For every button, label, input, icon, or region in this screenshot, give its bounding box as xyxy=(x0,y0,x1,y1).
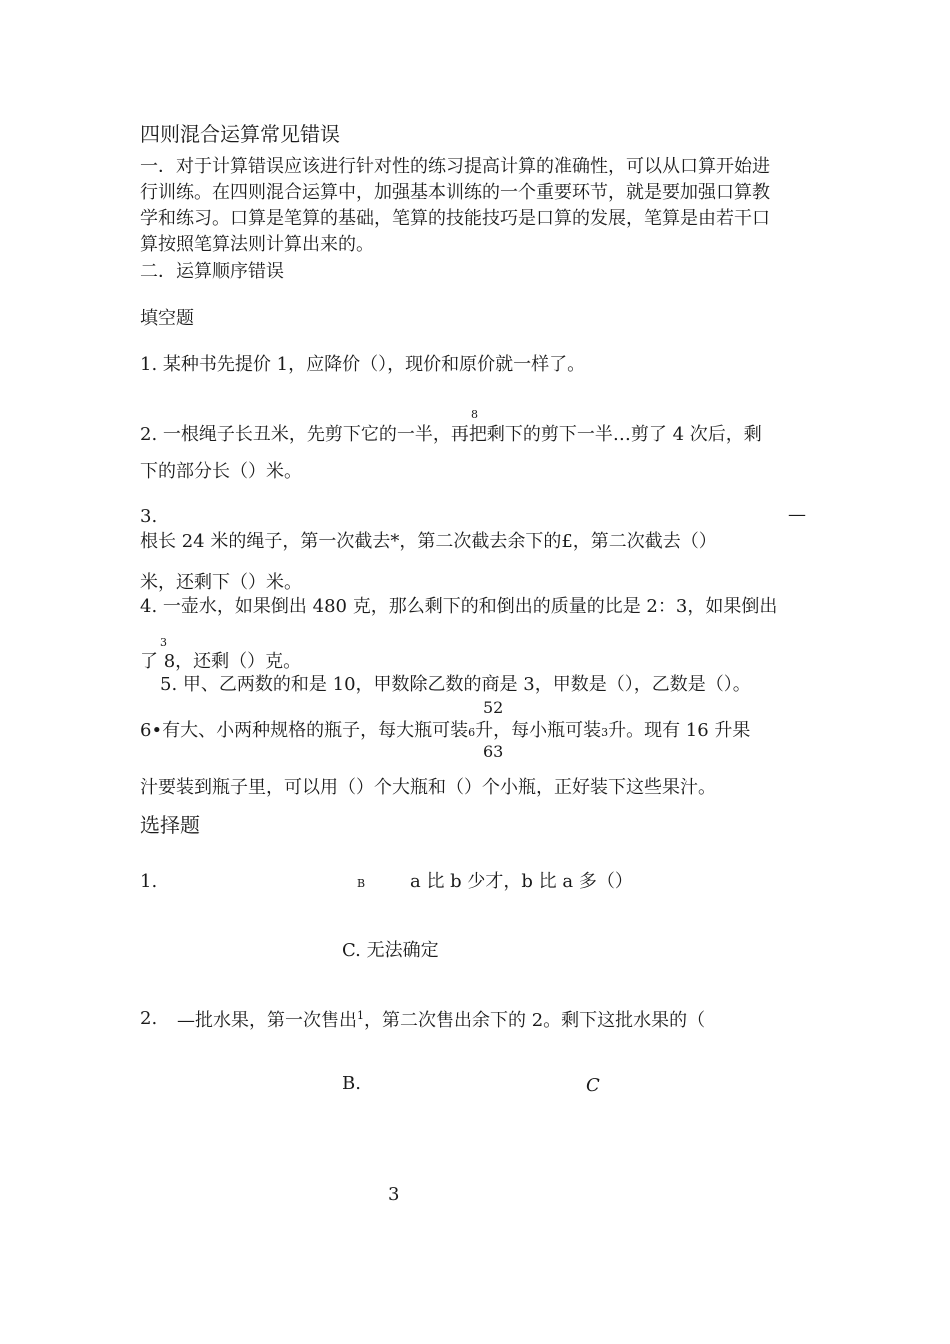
fill-q2-line2: 下的部分长（）米。 xyxy=(140,461,302,482)
fill-q6-line1-part-a: 6•有大、小两种规格的瓶子，每大瓶可装 xyxy=(140,720,469,741)
choice-q2-text xyxy=(177,1010,705,1030)
fill-q6-line2: 汁要装到瓶子里，可以用（）个大瓶和（）个小瓶，正好装下这些果汁。 xyxy=(140,777,716,798)
fill-q6-line1-part-c: 升。现有 16 升果 xyxy=(608,720,751,741)
section2-heading: 二．运算顺序错误 xyxy=(140,261,284,282)
choice-q2-superscript: 1 xyxy=(357,1009,364,1022)
choice-q2-number: 2. xyxy=(140,1008,158,1029)
section1-line: 算按照笔算法则计算出来的。 xyxy=(140,234,374,255)
page-title: 四则混合运算常见错误 xyxy=(140,122,340,146)
fill-q4-line1: 4. 一壶水，如果倒出 480 克，那么剩下的和倒出的质量的比是 2：3，如果倒出 xyxy=(140,596,778,617)
section1-line: 一．对于计算错误应该进行针对性的练习提高计算的准确性，可以从口算开始进 xyxy=(140,156,770,177)
choice-q1-number: 1. xyxy=(140,871,158,892)
page-number: 3 xyxy=(388,1184,400,1205)
fill-q3-dash: — xyxy=(788,504,806,525)
fill-heading: 填空题 xyxy=(140,308,194,329)
choice-q1-option-b: B xyxy=(357,877,366,890)
fill-q6-numerators: 52 xyxy=(483,698,504,717)
fill-q4-superscript: 3 xyxy=(160,636,167,649)
choice-q2-text-b: ，第二次售出余下的 2。剩下这批水果的（ xyxy=(364,1010,706,1031)
fill-q4-line2: 了 8，还剩（）克。 xyxy=(140,651,302,672)
choice-q2-option-c: C xyxy=(586,1075,600,1096)
fill-q2-line1: 2. 一根绳子长丑米，先剪下它的一半，再把剩下的剪下一半…剪了 4 次后，剩 xyxy=(140,424,762,445)
fill-q6-subscript-3: 3 xyxy=(601,726,609,739)
fill-q3-line1: 根长 24 米的绳子，第一次截去*，第二次截去余下的£，第二次截去（） xyxy=(140,531,717,552)
choice-q1-text: a 比 b 少才，b 比 a 多（） xyxy=(410,871,633,892)
fill-q6-line1-part-b: 升，每小瓶可装 xyxy=(475,720,602,741)
choice-q1-option-c: C. 无法确定 xyxy=(342,940,439,961)
section1-line: 学和练习。口算是笔算的基础，笔算的技能技巧是口算的发展，笔算是由若干口 xyxy=(140,208,770,229)
fill-q3-line2: 米，还剩下（）米。 xyxy=(140,572,302,593)
choice-q2-text-a: —批水果，第一次售出 xyxy=(177,1010,357,1031)
fill-q5: 5. 甲、乙两数的和是 10，甲数除乙数的商是 3，甲数是（），乙数是（）。 xyxy=(160,674,751,695)
section1-line: 行训练。在四则混合运算中，加强基本训练的一个重要环节，就是要加强口算教 xyxy=(140,182,770,203)
choice-q2-option-b: B. xyxy=(342,1073,361,1094)
choice-heading: 选择题 xyxy=(140,813,200,837)
fill-q6-denominators: 63 xyxy=(483,742,504,761)
fill-q1: 1. 某种书先提价 1，应降价（），现价和原价就一样了。 xyxy=(140,354,586,375)
fill-q3-number: 3. xyxy=(140,506,158,527)
fill-q2-superscript: 8 xyxy=(471,408,478,421)
fill-q6-line1 xyxy=(140,722,750,740)
fill-q6-subscript-6: 6 xyxy=(468,726,476,739)
